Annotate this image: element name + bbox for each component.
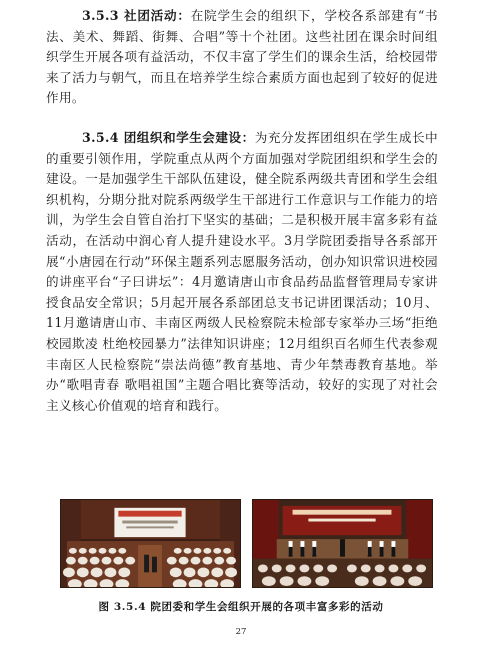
- section-3-5-3-heading: 3.5.3 社团活动：: [82, 8, 191, 23]
- section-3-5-3-body: 在院学生会的组织下，学校各系部建有“书法、美术、舞蹈、街舞、合唱”等十个社团。这些社团在课余时间组织学生开展各项有益活动，不仅丰富了学生们的课余生活，给校园带来了活力与朝气，而且在培养学生综合素质方面也起到了较好的促进作用。: [46, 8, 438, 106]
- section-3-5-4-heading: 3.5.4 团组织和学生会建设：: [82, 130, 255, 145]
- figure-caption: 图 3.5.4 院团委和学生会组织开展的各项丰富多彩的活动: [98, 601, 384, 613]
- choir-stage-photo: [252, 499, 433, 588]
- lecture-auditorium-photo: [60, 499, 241, 588]
- section-3-5-4-body: 为充分发挥团组织在学生成长中的重要引领作用，学院重点从两个方面加强对学院团组织和学生会的建设。一是加强学生干部队伍建设，健全院系两级共青团和学生会组织机构，分期分批对院系两级学生干部进行工作意识与工作能力的培训，为学生会自管自治打下坚实的基础；二是积极开展丰富多彩有益活动，在活动中润心育人提升建设水平。3月学院团委指导各系部开展“小唐园在行动”环保主题系列志愿服务活动，创办知识常识进校园的讲座平台“子曰讲坛”：4月邀请唐山市食品药品监督管理局专家讲授食品安全常识；5月起开展各系部团总支书记讲团课活动；10月、11月邀请唐山市、丰南区两级人民检察院未检部专家举办三场“拒绝校园欺凌 杜绝校园暴力”法律知识讲座；12月组织百名师生代表参观丰南区人民检察院“崇法尚德”教育基地、青少年禁毒教育基地。举办“歌唱青春 歌唱祖国”主题合唱比赛等活动，较好的实现了对社会主义核心价值观的培育和践行。: [46, 130, 439, 413]
- page-number: 27: [235, 627, 247, 637]
- section-3-5-4-paragraph: [46, 128, 438, 416]
- section-3-5-3-paragraph: [46, 6, 438, 109]
